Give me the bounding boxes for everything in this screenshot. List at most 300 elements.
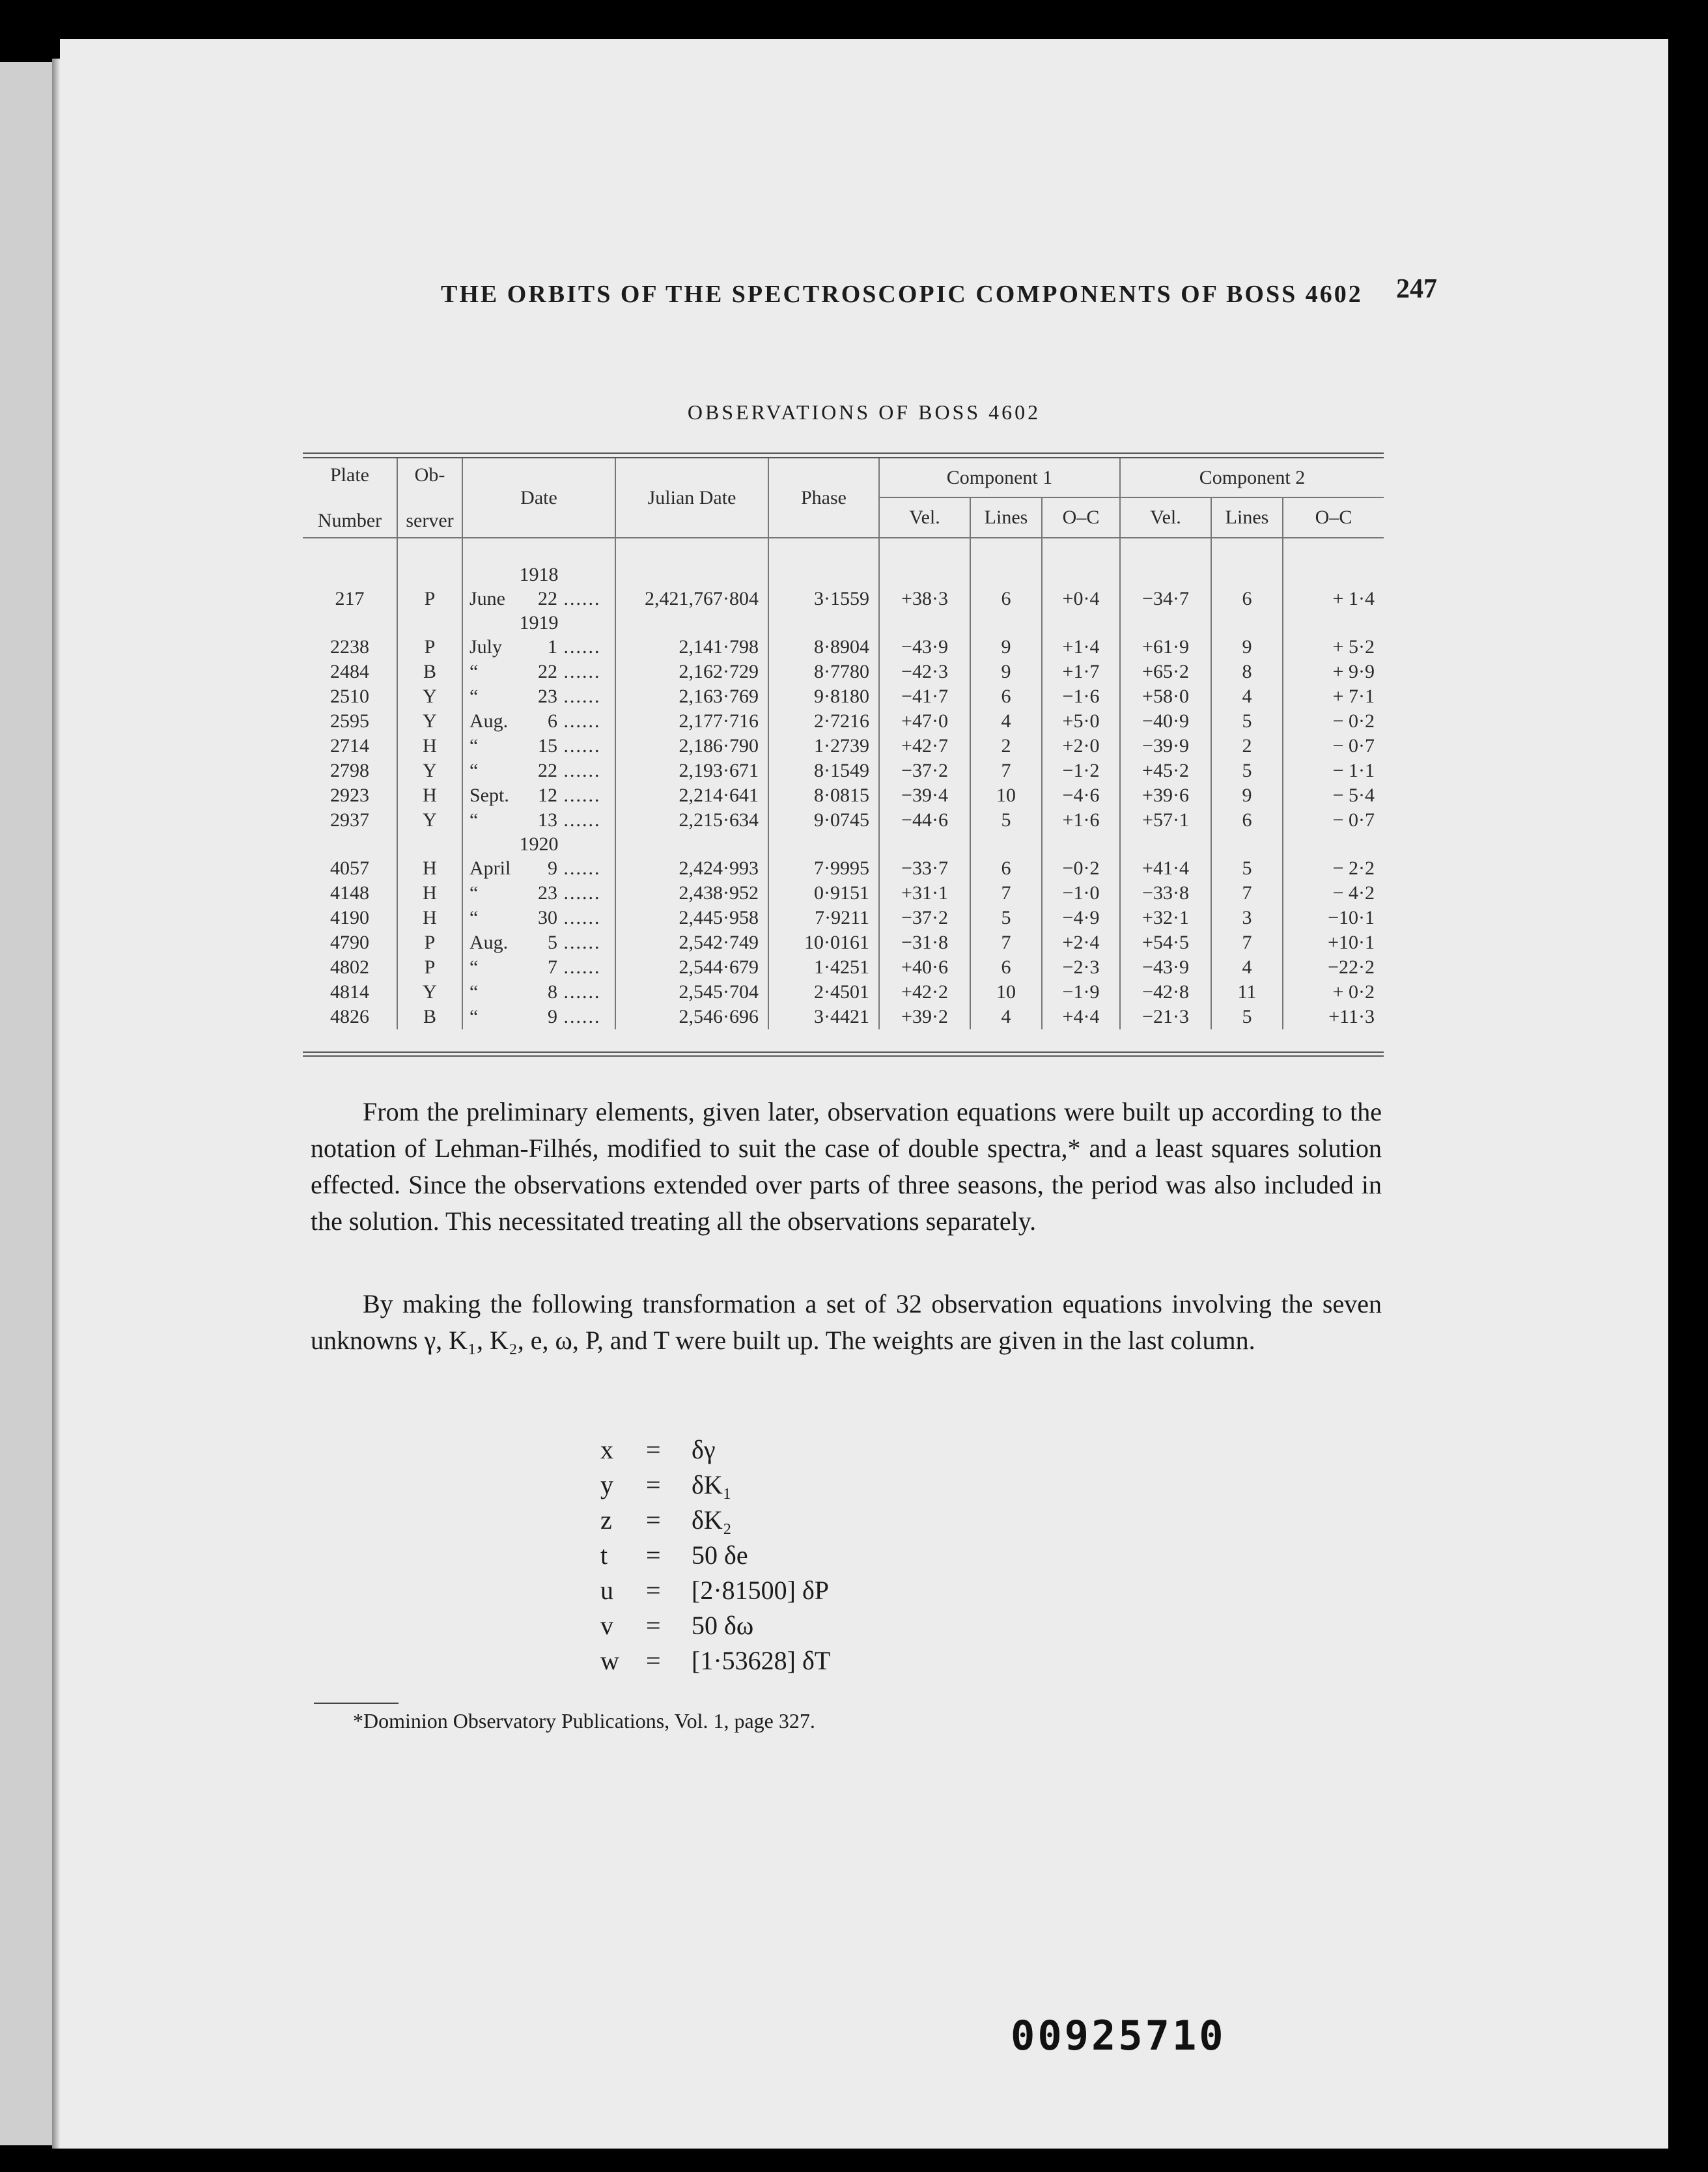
observer: H — [397, 881, 462, 906]
velocity-2: −21·3 — [1120, 1005, 1211, 1029]
lines-1: 5 — [970, 808, 1042, 833]
o-c-2: +10·1 — [1283, 930, 1384, 955]
leader-dots: ...... — [557, 907, 601, 928]
o-c-1: −1·0 — [1042, 881, 1120, 906]
phase: 9·0745 — [768, 808, 879, 833]
velocity-2: +65·2 — [1120, 660, 1211, 684]
date — [462, 980, 615, 1005]
velocity-1: −31·8 — [879, 930, 970, 955]
leader-dots: ...... — [557, 636, 601, 658]
table-row — [303, 930, 1384, 955]
leader-dots: ...... — [557, 857, 601, 879]
equation-variable: t — [600, 1540, 608, 1570]
leader-dots: ...... — [557, 1006, 601, 1027]
julian-date: 2,215·634 — [615, 808, 768, 833]
observer: B — [397, 1005, 462, 1029]
leader-dots: ...... — [557, 981, 601, 1003]
o-c-1: +1·6 — [1042, 808, 1120, 833]
date — [462, 759, 615, 783]
o-c-2: + 1·4 — [1283, 587, 1384, 611]
o-c-1: +0·4 — [1042, 587, 1120, 611]
page-fold — [52, 59, 60, 2149]
date — [462, 734, 615, 759]
equation-variable: x — [600, 1435, 613, 1464]
date — [462, 660, 615, 684]
julian-date: 2,141·798 — [615, 635, 768, 660]
lines-1: 9 — [970, 660, 1042, 684]
date-month: “ — [469, 956, 479, 978]
plate-number: 2798 — [330, 760, 369, 781]
o-c-2: − 5·4 — [1283, 783, 1384, 808]
o-c-2: + 0·2 — [1283, 980, 1384, 1005]
date-day: 15 — [538, 735, 557, 757]
equation-row — [600, 1432, 830, 1468]
lines-2: 5 — [1211, 1005, 1283, 1029]
o-c-1: +5·0 — [1042, 709, 1120, 734]
equation-row — [600, 1468, 830, 1503]
plate-number: 2510 — [330, 686, 369, 707]
plate-number: 217 — [335, 588, 365, 609]
date-month: Aug. — [469, 932, 509, 953]
velocity-2: +41·4 — [1120, 856, 1211, 881]
date-day: 8 — [548, 981, 557, 1003]
date-month: “ — [469, 1006, 479, 1027]
julian-date: 2,545·704 — [615, 980, 768, 1005]
table-row — [303, 906, 1384, 930]
observer: Y — [397, 684, 462, 709]
phase: 7·9995 — [768, 856, 879, 881]
o-c-2: − 4·2 — [1283, 881, 1384, 906]
o-c-1: −4·9 — [1042, 906, 1120, 930]
velocity-1: +31·1 — [879, 881, 970, 906]
o-c-1: −0·2 — [1042, 856, 1120, 881]
velocity-1: −41·7 — [879, 684, 970, 709]
julian-date: 2,438·952 — [615, 881, 768, 906]
julian-date: 2,544·679 — [615, 955, 768, 980]
lines-1: 7 — [970, 930, 1042, 955]
velocity-1: −39·4 — [879, 783, 970, 808]
lines-2: 7 — [1211, 881, 1283, 906]
footnote: *Dominion Observatory Publications, Vol. 1, page 327. — [353, 1709, 815, 1733]
velocity-1: −33·7 — [879, 856, 970, 881]
velocity-1: +40·6 — [879, 955, 970, 980]
phase: 7·9211 — [768, 906, 879, 930]
header-observer: Ob- server — [397, 458, 462, 538]
phase: 8·7780 — [768, 660, 879, 684]
date-day: 6 — [548, 710, 557, 732]
lines-2: 4 — [1211, 955, 1283, 980]
velocity-2: +58·0 — [1120, 684, 1211, 709]
date — [462, 881, 615, 906]
lines-2: 9 — [1211, 783, 1283, 808]
o-c-1: +2·0 — [1042, 734, 1120, 759]
date-month: “ — [469, 907, 479, 928]
lines-1: 7 — [970, 759, 1042, 783]
julian-date: 2,214·641 — [615, 783, 768, 808]
julian-date: 2,445·958 — [615, 906, 768, 930]
year-label: 1920 — [462, 833, 615, 856]
body-text-2 — [311, 1286, 1382, 1359]
date-month: “ — [469, 882, 479, 904]
observer: H — [397, 906, 462, 930]
o-c-2: − 2·2 — [1283, 856, 1384, 881]
equals-sign: = — [646, 1540, 661, 1570]
plate-number: 2238 — [330, 636, 369, 658]
phase: 8·8904 — [768, 635, 879, 660]
julian-date: 2,177·716 — [615, 709, 768, 734]
date — [462, 906, 615, 930]
leader-dots: ...... — [557, 809, 601, 831]
equation-row — [600, 1538, 830, 1573]
observer: P — [397, 635, 462, 660]
leader-dots: ...... — [557, 710, 601, 732]
date-day: 22 — [538, 661, 557, 682]
header-oc-2: O–C — [1283, 497, 1384, 538]
equation-expression: δK₁ — [692, 1470, 732, 1499]
phase: 8·0815 — [768, 783, 879, 808]
observations-table — [303, 452, 1384, 1057]
year-label: 1919 — [462, 611, 615, 635]
plate-number: 2484 — [330, 661, 369, 682]
observer: Y — [397, 808, 462, 833]
plate-number: 4148 — [330, 882, 369, 904]
velocity-2: +45·2 — [1120, 759, 1211, 783]
equation-row — [600, 1643, 830, 1678]
o-c-1: −1·2 — [1042, 759, 1120, 783]
o-c-1: −1·6 — [1042, 684, 1120, 709]
lines-1: 6 — [970, 955, 1042, 980]
date-day: 13 — [538, 809, 557, 831]
header-julian-date: Julian Date — [615, 458, 768, 538]
table-title: OBSERVATIONS OF BOSS 4602 — [687, 400, 1041, 424]
observer: P — [397, 955, 462, 980]
table-row — [303, 587, 1384, 611]
lines-1: 10 — [970, 980, 1042, 1005]
equation-expression: δγ — [692, 1435, 716, 1464]
observer: H — [397, 734, 462, 759]
o-c-1: −1·9 — [1042, 980, 1120, 1005]
o-c-1: +4·4 — [1042, 1005, 1120, 1029]
equation-expression: δK₂ — [692, 1505, 732, 1535]
table-row — [303, 635, 1384, 660]
date-day: 23 — [538, 882, 557, 904]
o-c-1: +1·7 — [1042, 660, 1120, 684]
leader-dots: ...... — [557, 588, 601, 609]
o-c-1: −4·6 — [1042, 783, 1120, 808]
lines-1: 6 — [970, 587, 1042, 611]
observer: Y — [397, 709, 462, 734]
leader-dots: ...... — [557, 932, 601, 953]
o-c-2: −22·2 — [1283, 955, 1384, 980]
o-c-2: + 7·1 — [1283, 684, 1384, 709]
observer: B — [397, 660, 462, 684]
header-oc-1: O–C — [1042, 497, 1120, 538]
phase: 2·4501 — [768, 980, 879, 1005]
table-row — [303, 808, 1384, 833]
year-label: 1918 — [462, 563, 615, 587]
lines-2: 8 — [1211, 660, 1283, 684]
date — [462, 930, 615, 955]
phase: 3·4421 — [768, 1005, 879, 1029]
plate-number: 4826 — [330, 1006, 369, 1027]
phase: 8·1549 — [768, 759, 879, 783]
equation-variable: z — [600, 1505, 612, 1535]
table-row — [303, 980, 1384, 1005]
date-month: April — [469, 857, 511, 879]
equals-sign: = — [646, 1611, 661, 1640]
observer: H — [397, 783, 462, 808]
table-row — [303, 660, 1384, 684]
equals-sign: = — [646, 1646, 661, 1675]
plate-number: 2595 — [330, 710, 369, 732]
o-c-1: +2·4 — [1042, 930, 1120, 955]
table-row — [303, 1005, 1384, 1029]
lines-2: 11 — [1211, 980, 1283, 1005]
phase: 0·9151 — [768, 881, 879, 906]
velocity-2: +39·6 — [1120, 783, 1211, 808]
paragraph-2: By making the following transformation a set of 32 observation equations involving the seven unknowns γ, K₁, K₂, e, ω, P, and T were built up. The weights are given in the last column. — [311, 1289, 1382, 1355]
phase: 2·7216 — [768, 709, 879, 734]
date — [462, 635, 615, 660]
lines-1: 7 — [970, 881, 1042, 906]
velocity-2: −42·8 — [1120, 980, 1211, 1005]
plate-number: 4057 — [330, 857, 369, 879]
equation-row — [600, 1608, 830, 1643]
table-row — [303, 734, 1384, 759]
table-row — [303, 684, 1384, 709]
observer: Y — [397, 980, 462, 1005]
observer: H — [397, 856, 462, 881]
header-date: Date — [462, 458, 615, 538]
date — [462, 856, 615, 881]
plate-number: 2923 — [330, 785, 369, 806]
equation-row — [600, 1503, 830, 1538]
velocity-1: −42·3 — [879, 660, 970, 684]
leader-dots: ...... — [557, 760, 601, 781]
date-month: Sept. — [469, 785, 509, 806]
table-row — [303, 709, 1384, 734]
date-month: “ — [469, 981, 479, 1003]
julian-date: 2,163·769 — [615, 684, 768, 709]
table-row — [303, 759, 1384, 783]
table-row — [303, 856, 1384, 881]
lines-1: 6 — [970, 856, 1042, 881]
lines-2: 7 — [1211, 930, 1283, 955]
o-c-2: +11·3 — [1283, 1005, 1384, 1029]
date-day: 22 — [538, 760, 557, 781]
header-phase: Phase — [768, 458, 879, 538]
phase: 3·1559 — [768, 587, 879, 611]
date-month: Aug. — [469, 710, 509, 732]
velocity-2: −43·9 — [1120, 955, 1211, 980]
equation-expression: 50 δω — [692, 1611, 754, 1640]
lines-1: 2 — [970, 734, 1042, 759]
velocity-2: +54·5 — [1120, 930, 1211, 955]
date-month: June — [469, 588, 505, 609]
header-vel-2: Vel. — [1120, 497, 1211, 538]
julian-date: 2,546·696 — [615, 1005, 768, 1029]
date-day: 12 — [538, 785, 557, 806]
observer: Y — [397, 759, 462, 783]
velocity-1: +38·3 — [879, 587, 970, 611]
lines-1: 5 — [970, 906, 1042, 930]
equation-variable: y — [600, 1470, 613, 1499]
header-component-1: Component 1 — [879, 458, 1120, 497]
date-day: 7 — [548, 956, 557, 978]
plate-number: 4802 — [330, 956, 369, 978]
equation-expression: 50 δe — [692, 1540, 748, 1570]
plate-number: 4790 — [330, 932, 369, 953]
archive-stamp-number: 00925710 — [1011, 2012, 1226, 2059]
leader-dots: ...... — [557, 686, 601, 707]
o-c-2: − 0·7 — [1283, 734, 1384, 759]
table-row — [303, 783, 1384, 808]
equals-sign: = — [646, 1505, 661, 1535]
phase: 9·8180 — [768, 684, 879, 709]
footnote-rule — [314, 1703, 399, 1704]
o-c-2: + 5·2 — [1283, 635, 1384, 660]
scan-edge — [1685, 1888, 1708, 2172]
date — [462, 783, 615, 808]
equation-expression: [2·81500] δP — [692, 1576, 830, 1605]
date — [462, 684, 615, 709]
equals-sign: = — [646, 1576, 661, 1605]
plate-number: 2714 — [330, 735, 369, 757]
o-c-2: − 1·1 — [1283, 759, 1384, 783]
equals-sign: = — [646, 1470, 661, 1499]
o-c-1: −2·3 — [1042, 955, 1120, 980]
o-c-2: − 0·2 — [1283, 709, 1384, 734]
velocity-2: −33·8 — [1120, 881, 1211, 906]
phase: 1·4251 — [768, 955, 879, 980]
date-month: “ — [469, 661, 479, 682]
velocity-2: +32·1 — [1120, 906, 1211, 930]
date-day: 9 — [548, 1006, 557, 1027]
lines-2: 5 — [1211, 759, 1283, 783]
table-top-rule — [303, 452, 1384, 458]
header-vel-1: Vel. — [879, 497, 970, 538]
julian-date: 2,542·749 — [615, 930, 768, 955]
velocity-1: +47·0 — [879, 709, 970, 734]
date-month: “ — [469, 686, 479, 707]
phase: 10·0161 — [768, 930, 879, 955]
leader-dots: ...... — [557, 661, 601, 682]
observer: P — [397, 930, 462, 955]
date-month: “ — [469, 735, 479, 757]
leader-dots: ...... — [557, 735, 601, 757]
o-c-1: +1·4 — [1042, 635, 1120, 660]
lines-1: 10 — [970, 783, 1042, 808]
lines-2: 4 — [1211, 684, 1283, 709]
equation-row — [600, 1573, 830, 1608]
lines-1: 9 — [970, 635, 1042, 660]
body-text — [311, 1094, 1382, 1240]
leader-dots: ...... — [557, 785, 601, 806]
o-c-2: − 0·7 — [1283, 808, 1384, 833]
velocity-1: −37·2 — [879, 906, 970, 930]
plate-number: 4814 — [330, 981, 369, 1003]
lines-2: 5 — [1211, 856, 1283, 881]
date — [462, 709, 615, 734]
running-title: THE ORBITS OF THE SPECTROSCOPIC COMPONENTS OF BOSS 4602 — [441, 281, 1363, 308]
header-lines-1: Lines — [970, 497, 1042, 538]
velocity-1: +42·7 — [879, 734, 970, 759]
plate-number: 2937 — [330, 809, 369, 831]
plate-number: 4190 — [330, 907, 369, 928]
equation-variable: v — [600, 1611, 613, 1640]
date-month: July — [469, 636, 503, 658]
date-month: “ — [469, 760, 479, 781]
date-day: 23 — [538, 686, 557, 707]
lines-2: 3 — [1211, 906, 1283, 930]
lines-2: 6 — [1211, 587, 1283, 611]
date-month: “ — [469, 809, 479, 831]
table-row — [303, 881, 1384, 906]
lines-2: 2 — [1211, 734, 1283, 759]
header-plate-number: Plate Number — [303, 458, 397, 538]
date — [462, 1005, 615, 1029]
equals-sign: = — [646, 1435, 661, 1464]
lines-1: 6 — [970, 684, 1042, 709]
date — [462, 587, 615, 611]
velocity-1: −43·9 — [879, 635, 970, 660]
date-day: 22 — [538, 588, 557, 609]
julian-date: 2,424·993 — [615, 856, 768, 881]
transformation-equations — [600, 1432, 830, 1678]
observer: P — [397, 587, 462, 611]
velocity-2: +61·9 — [1120, 635, 1211, 660]
leader-dots: ...... — [557, 882, 601, 904]
phase: 1·2739 — [768, 734, 879, 759]
velocity-1: +39·2 — [879, 1005, 970, 1029]
leader-dots: ...... — [557, 956, 601, 978]
lines-2: 9 — [1211, 635, 1283, 660]
book-page — [60, 39, 1668, 2149]
date — [462, 808, 615, 833]
velocity-2: −40·9 — [1120, 709, 1211, 734]
lines-1: 4 — [970, 1005, 1042, 1029]
julian-date: 2,186·790 — [615, 734, 768, 759]
date-day: 30 — [538, 907, 557, 928]
lines-2: 5 — [1211, 709, 1283, 734]
o-c-2: + 9·9 — [1283, 660, 1384, 684]
page-number: 247 — [1396, 274, 1437, 304]
date — [462, 955, 615, 980]
header-lines-2: Lines — [1211, 497, 1283, 538]
velocity-1: +42·2 — [879, 980, 970, 1005]
julian-date: 2,421,767·804 — [615, 587, 768, 611]
velocity-1: −44·6 — [879, 808, 970, 833]
o-c-2: −10·1 — [1283, 906, 1384, 930]
equation-expression: [1·53628] δT — [692, 1646, 831, 1675]
date-day: 1 — [548, 636, 557, 658]
julian-date: 2,162·729 — [615, 660, 768, 684]
table-row — [303, 955, 1384, 980]
header-component-2: Component 2 — [1120, 458, 1384, 497]
velocity-2: −39·9 — [1120, 734, 1211, 759]
velocity-2: +57·1 — [1120, 808, 1211, 833]
date-day: 9 — [548, 857, 557, 879]
table-bottom-rule — [303, 1051, 1384, 1057]
julian-date: 2,193·671 — [615, 759, 768, 783]
paragraph-1: From the preliminary elements, given later, observation equations were built up according to the notation of Lehman-Filhés, modified to suit the case of double spectra,* and a least squares solution effected. Since the observations extended over parts of three seasons, the period was also included in the solution. This necessitated treating all the observations separately. — [311, 1097, 1382, 1236]
equation-variable: u — [600, 1576, 613, 1605]
lines-2: 6 — [1211, 808, 1283, 833]
equation-variable: w — [600, 1646, 619, 1675]
facing-page-edge — [0, 62, 52, 2145]
lines-1: 4 — [970, 709, 1042, 734]
velocity-1: −37·2 — [879, 759, 970, 783]
